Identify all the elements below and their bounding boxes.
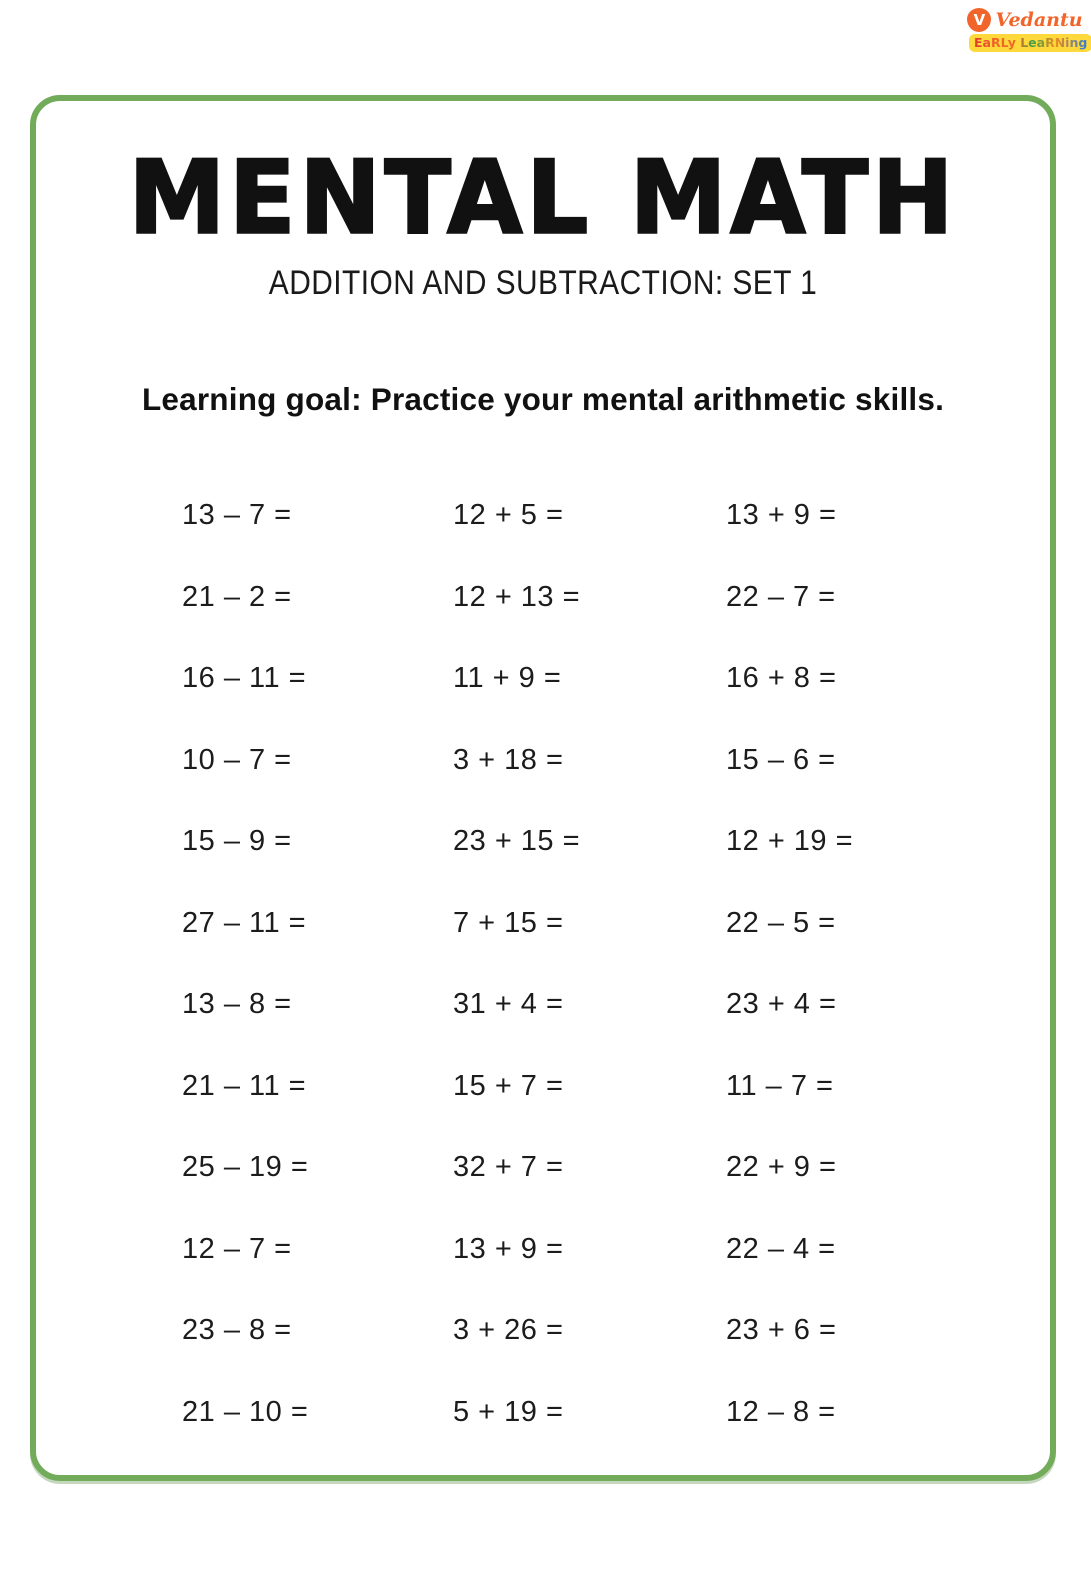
problem-r4c1: 10 – 7 =	[182, 743, 292, 776]
problems-grid	[182, 475, 942, 1453]
problem-r6c1: 27 – 11 =	[182, 906, 307, 939]
problem-r12c1: 21 – 10 =	[182, 1395, 309, 1428]
problem-r2c2: 12 + 13 =	[453, 580, 581, 613]
problem-r6c2: 7 + 15 =	[453, 906, 564, 939]
problem-r5c3: 12 + 19 =	[726, 825, 854, 858]
problem-r4c3: 15 – 6 =	[726, 743, 836, 776]
problem-r1c3: 13 + 9 =	[726, 499, 837, 532]
problem-r1c1: 13 – 7 =	[182, 499, 292, 532]
problem-r2c3: 22 – 7 =	[726, 580, 836, 613]
problem-r8c2: 15 + 7 =	[453, 1069, 564, 1102]
vedantu-v-icon: V	[967, 8, 991, 32]
brand-name: Vedantu	[995, 9, 1083, 31]
early-learning-badge	[969, 34, 1091, 52]
problem-r8c1: 21 – 11 =	[182, 1069, 307, 1102]
worksheet-border	[30, 95, 1056, 1481]
problem-r10c3: 22 – 4 =	[726, 1232, 836, 1265]
problem-r11c3: 23 + 6 =	[726, 1314, 837, 1347]
problem-r2c1: 21 – 2 =	[182, 580, 292, 613]
problem-r9c1: 25 – 19 =	[182, 1151, 309, 1184]
vedantu-logo	[969, 8, 1088, 52]
problem-r9c2: 32 + 7 =	[453, 1151, 564, 1184]
problem-r11c2: 3 + 26 =	[453, 1314, 564, 1347]
problem-r12c2: 5 + 19 =	[453, 1395, 564, 1428]
problem-r11c1: 23 – 8 =	[182, 1314, 292, 1347]
problem-r3c3: 16 + 8 =	[726, 662, 837, 695]
problem-r4c2: 3 + 18 =	[453, 743, 564, 776]
learning-goal: Learning goal: Practice your mental arithmetic skills.	[141, 381, 945, 417]
problem-r12c3: 12 – 8 =	[726, 1395, 836, 1428]
problem-r10c1: 12 – 7 =	[182, 1232, 292, 1265]
worksheet-title: MENTAL MATH	[128, 138, 958, 257]
early-learning-label: EaRLy LeaRNing	[974, 35, 1088, 50]
worksheet-subtitle: ADDITION AND SUBTRACTION: SET 1	[268, 264, 818, 302]
problem-r3c2: 11 + 9 =	[453, 662, 562, 695]
problem-r7c1: 13 – 8 =	[182, 988, 292, 1021]
problem-r9c3: 22 + 9 =	[726, 1151, 837, 1184]
problem-r10c2: 13 + 9 =	[453, 1232, 564, 1265]
problem-r5c2: 23 + 15 =	[453, 825, 581, 858]
problem-r5c1: 15 – 9 =	[182, 825, 292, 858]
problem-r7c3: 23 + 4 =	[726, 988, 837, 1021]
problem-r1c2: 12 + 5 =	[453, 499, 564, 532]
problem-r7c2: 31 + 4 =	[453, 988, 564, 1021]
problem-r6c3: 22 – 5 =	[726, 906, 836, 939]
problem-r8c3: 11 – 7 =	[726, 1069, 834, 1102]
problem-r3c1: 16 – 11 =	[182, 662, 307, 695]
